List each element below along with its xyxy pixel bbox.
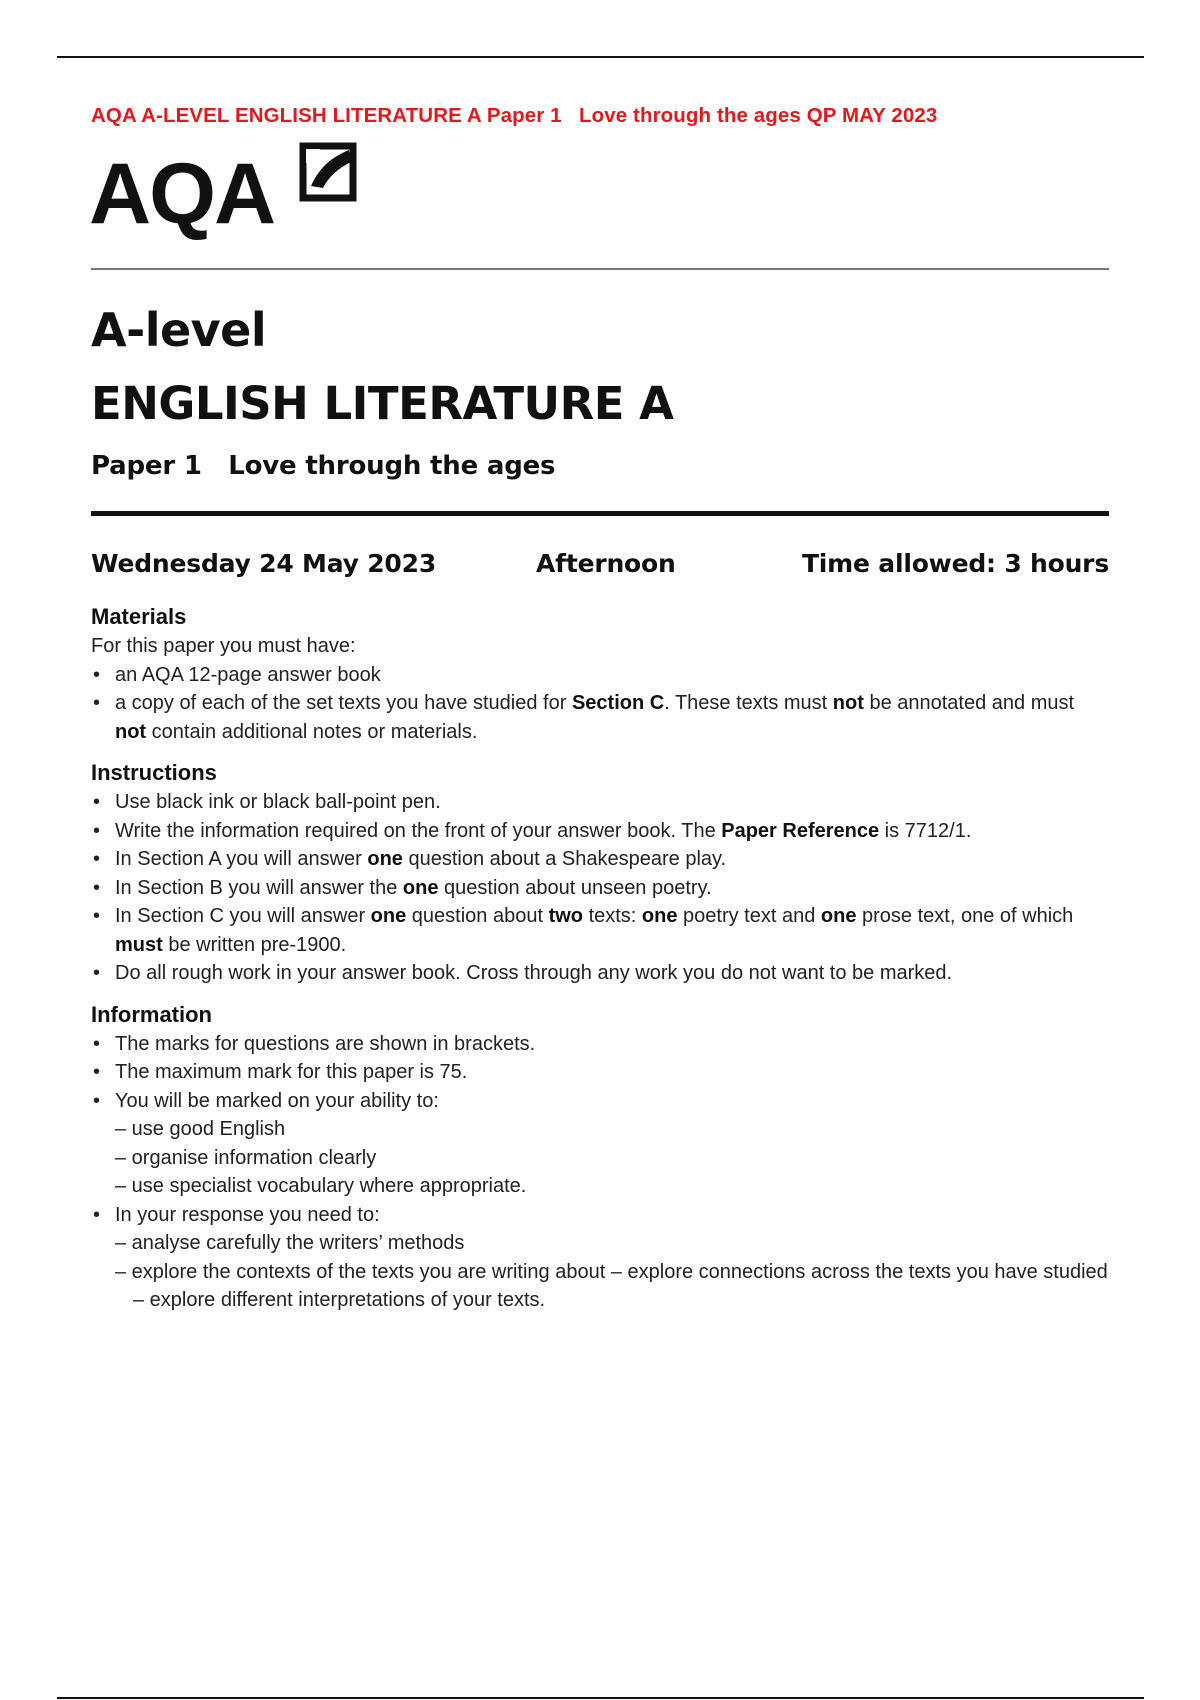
list-item: • You will be marked on your ability to: [91, 1087, 1109, 1116]
session-row [91, 549, 1109, 585]
list-item: • In Section B you will answer the one question about unseen poetry. [91, 874, 1109, 903]
information-heading: Information [91, 1001, 212, 1027]
materials-heading: Materials [91, 604, 187, 629]
title-divider [91, 511, 1109, 516]
subject-title: ENGLISH LITERATURE A [91, 377, 674, 430]
exam-cover [89, 104, 1109, 1311]
paper-title: Paper 1 Love through the ages [91, 451, 556, 481]
list-item: • an AQA 12-page answer book [91, 661, 1109, 690]
list-item: • In Section A you will answer one question about a Shakespeare play. [91, 845, 1109, 874]
list-item: • The marks for questions are shown in brackets. [91, 1030, 1109, 1059]
page-bottom-rule [57, 1697, 1144, 1699]
document-banner: AQA A-LEVEL ENGLISH LITERATURE A Paper 1 Love through the ages QP MAY 2023 [91, 104, 938, 127]
list-item: • In Section C you will answer one question about two texts: one poetry text and one prose text, one of which must be written pre-1900. [91, 902, 1109, 959]
header-divider [91, 268, 1109, 270]
list-item: • a copy of each of the set texts you have studied for Section C. These texts must not be annotated and must not contain additional notes or materials. [91, 689, 1109, 746]
list-item: • Use black ink or black ball-point pen. [91, 788, 1109, 817]
sub-item: – use good English [115, 1118, 286, 1140]
instructions-heading: Instructions [91, 760, 217, 785]
time-allowed: Time allowed: 3 hours [801, 549, 1109, 578]
aqa-logo-text: AQA [89, 146, 275, 242]
sub-item: – analyse carefully the writers’ methods [115, 1232, 465, 1254]
exam-date: Wednesday 24 May 2023 [91, 549, 437, 578]
page-top-rule [57, 56, 1144, 58]
qualification-level: A-level [91, 303, 267, 357]
materials-list [91, 661, 1109, 747]
exam-rubric [91, 602, 1109, 1315]
sub-item: – explore the contexts of the texts you are writing about – explore connections across the texts you have studied – explore different interpretations of your texts. [115, 1260, 1108, 1311]
list-item: • The maximum mark for this paper is 75. [91, 1058, 1109, 1087]
aqa-logo-mark-icon [299, 142, 357, 202]
exam-session: Afternoon [536, 549, 676, 578]
list-item: • Do all rough work in your answer book. Cross through any work you do not want to be marked. [91, 959, 1109, 988]
sub-item: – use specialist vocabulary where appropriate. [115, 1175, 527, 1197]
sub-item: – organise information clearly [115, 1146, 377, 1169]
list-item: • Write the information required on the front of your answer book. The Paper Reference is 7712/1. [91, 817, 1109, 846]
materials-intro: For this paper you must have: [91, 635, 356, 657]
instructions-list [91, 788, 1109, 988]
information-list [91, 1030, 1109, 1116]
information-list-continued [91, 1201, 1109, 1230]
list-item: • In your response you need to: [91, 1201, 1109, 1230]
aqa-logo [91, 142, 1109, 242]
